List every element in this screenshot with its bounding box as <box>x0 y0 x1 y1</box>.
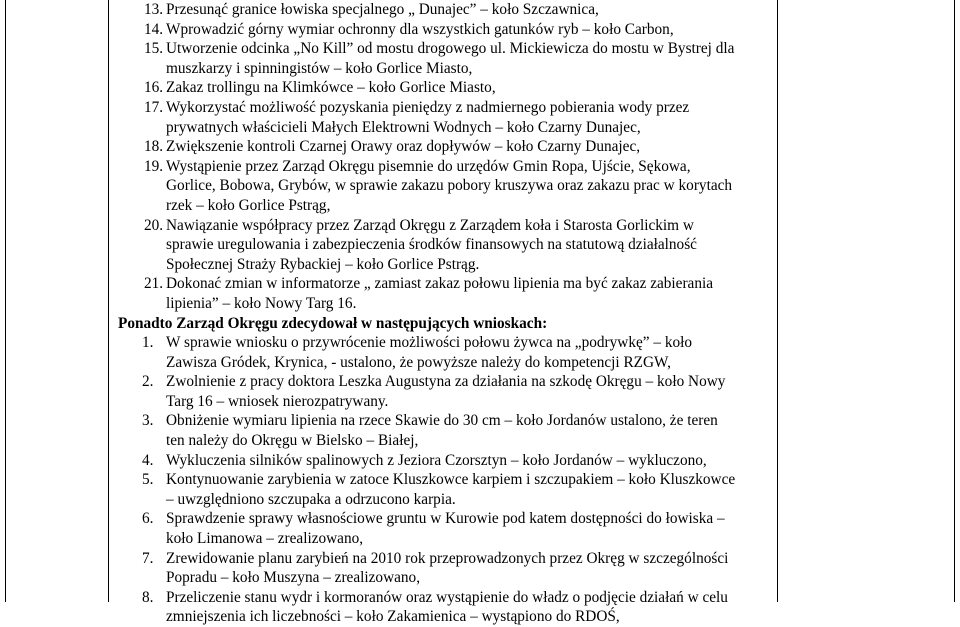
numbered-list-proposals <box>116 0 773 314</box>
list-item-text-line: Utworzenie odcinka „No Kill” od mostu drogowego ul. Mickiewicza do mostu w Bystrej dla <box>166 40 735 58</box>
list-item-number: 6. <box>142 510 154 528</box>
list-item-text-line: sprawie uregulowania i zabezpieczenia środków finansowych na statutową działalność <box>166 236 697 254</box>
list-item-text-line: muszkarzy i spinningistów – koło Gorlice Miasto, <box>166 59 473 77</box>
list-item <box>116 0 773 20</box>
list-item <box>116 549 773 588</box>
list-item-number: 18. <box>144 138 164 156</box>
list-item <box>116 451 773 471</box>
list-item-number: 19. <box>144 157 164 175</box>
list-item <box>116 39 773 78</box>
table-border-left <box>5 0 6 602</box>
list-item-text-line: koło Limanowa – zrealizowano, <box>166 530 364 548</box>
section-heading: Ponadto Zarząd Okręgu zdecydował w następujących wnioskach: <box>118 314 548 332</box>
list-item-text-line: Zwolnienie z pracy doktora Leszka Augustyna za działania na szkodę Okręgu – koło Nowy <box>166 373 726 391</box>
list-item-number: 21. <box>144 275 164 293</box>
list-item-text-line: – uwzględniono szczupaka a odrzucono karpia. <box>166 490 456 508</box>
list-item-text-line: Społecznej Straży Rybackiej – koło Gorlice Pstrąg. <box>166 255 480 273</box>
list-item-text-line: Przeliczenie stanu wydr i kormoranów oraz wystąpienie do władz o podjęcie działań w celu <box>166 588 728 606</box>
list-item-text-line: Zwiększenie kontroli Czarnej Orawy oraz dopływów – koło Czarny Dunajec, <box>166 138 641 156</box>
list-item-text-line: Przesunąć granice łowiska specjalnego „ Dunajec” – koło Szczawnica, <box>166 1 599 18</box>
table-column-divider-2 <box>777 0 778 602</box>
list-item-text-line: Zawisza Gródek, Krynica, - ustalono, że powyższe należy do kompetencji RZGW, <box>166 353 671 371</box>
list-item-number: 16. <box>144 79 164 97</box>
list-item-number: 8. <box>142 588 154 606</box>
table-border-right <box>954 0 955 602</box>
list-item-number: 5. <box>142 471 154 489</box>
list-item-text-line: Popradu – koło Muszyna – zrealizowano, <box>166 569 421 587</box>
list-item <box>116 372 773 411</box>
list-item-text-line: lipienia” – koło Nowy Targ 16. <box>166 294 357 312</box>
list-item-number: 13. <box>144 1 164 18</box>
list-item-number: 1. <box>142 334 154 352</box>
list-item-text-line: prywatnych właścicieli Małych Elektrowni Wodnych – koło Czarny Dunajec, <box>166 118 641 136</box>
list-item <box>116 98 773 137</box>
list-item <box>116 78 773 98</box>
list-item-number: 7. <box>142 549 154 567</box>
list-item-text-line: Wykorzystać możliwość pozyskania pieniędzy z nadmiernego pobierania wody przez <box>166 98 690 116</box>
list-item <box>116 274 773 313</box>
list-item-number: 4. <box>142 451 154 469</box>
list-item <box>116 588 773 627</box>
list-item <box>116 20 773 40</box>
list-item-text-line: Zakaz trollingu na Klimkówce – koło Gorlice Miasto, <box>166 79 496 97</box>
list-item-text-line: zmniejszenia ich liczebności – koło Zakamienica – wystąpiono do RDOŚ, <box>166 608 620 626</box>
list-item-text-line: Wykluczenia silników spalinowych z Jeziora Czorsztyn – koło Jordanów – wykluczono, <box>166 451 707 469</box>
list-item-text-line: Targ 16 – wniosek nierozpatrywany. <box>166 392 389 410</box>
list-item <box>116 216 773 275</box>
table-column-divider-1 <box>108 0 109 602</box>
list-item <box>116 157 773 216</box>
list-item <box>116 509 773 548</box>
list-item-text-line: rzek – koło Gorlice Pstrąg, <box>166 196 331 214</box>
list-item <box>116 470 773 509</box>
list-item-number: 15. <box>144 40 164 58</box>
list-item-text-line: Nawiązanie współpracy przez Zarząd Okręgu z Zarządem koła i Starosta Gorlickim w <box>166 216 694 234</box>
list-item <box>116 333 773 372</box>
list-item <box>116 137 773 157</box>
table-cell-content <box>116 0 773 627</box>
list-item-text-line: ten należy do Okręgu w Bielsko – Białej, <box>166 432 419 450</box>
list-item-number: 14. <box>144 20 164 38</box>
list-item-text-line: Wystąpienie przez Zarząd Okręgu pisemnie do urzędów Gmin Ropa, Ujście, Sękowa, <box>166 157 691 175</box>
list-item-number: 17. <box>144 98 164 116</box>
list-item-text-line: Dokonać zmian w informatorze „ zamiast zakaz połowu lipienia ma być zakaz zabierania <box>166 275 714 293</box>
list-item-text-line: Wprowadzić górny wymiar ochronny dla wszystkich gatunków ryb – koło Carbon, <box>166 20 674 38</box>
list-item-text-line: Sprawdzenie sprawy własnościowe gruntu w Kurowie pod katem dostępności do łowiska – <box>166 510 725 528</box>
list-item-text-line: Obniżenie wymiaru lipienia na rzece Skawie do 30 cm – koło Jordanów ustalono, że teren <box>166 412 718 430</box>
list-item-number: 20. <box>144 216 164 234</box>
list-item-text-line: W sprawie wniosku o przywrócenie możliwości połowu żywca na „podrywkę” – koło <box>166 334 693 352</box>
list-item <box>116 411 773 450</box>
list-item-number: 3. <box>142 412 154 430</box>
list-item-text-line: Gorlice, Bobowa, Grybów, w sprawie zakazu pobory kruszywa oraz zakazu prac w korytach <box>166 177 733 195</box>
numbered-list-decisions <box>116 333 773 627</box>
list-item-text-line: Kontynuowanie zarybienia w zatoce Kluszkowce karpiem i szczupakiem – koło Kluszkowce <box>166 471 736 489</box>
list-item-text-line: Zrewidowanie planu zarybień na 2010 rok przeprowadzonych przez Okręg w szczególności <box>166 549 729 567</box>
list-item-number: 2. <box>142 373 154 391</box>
